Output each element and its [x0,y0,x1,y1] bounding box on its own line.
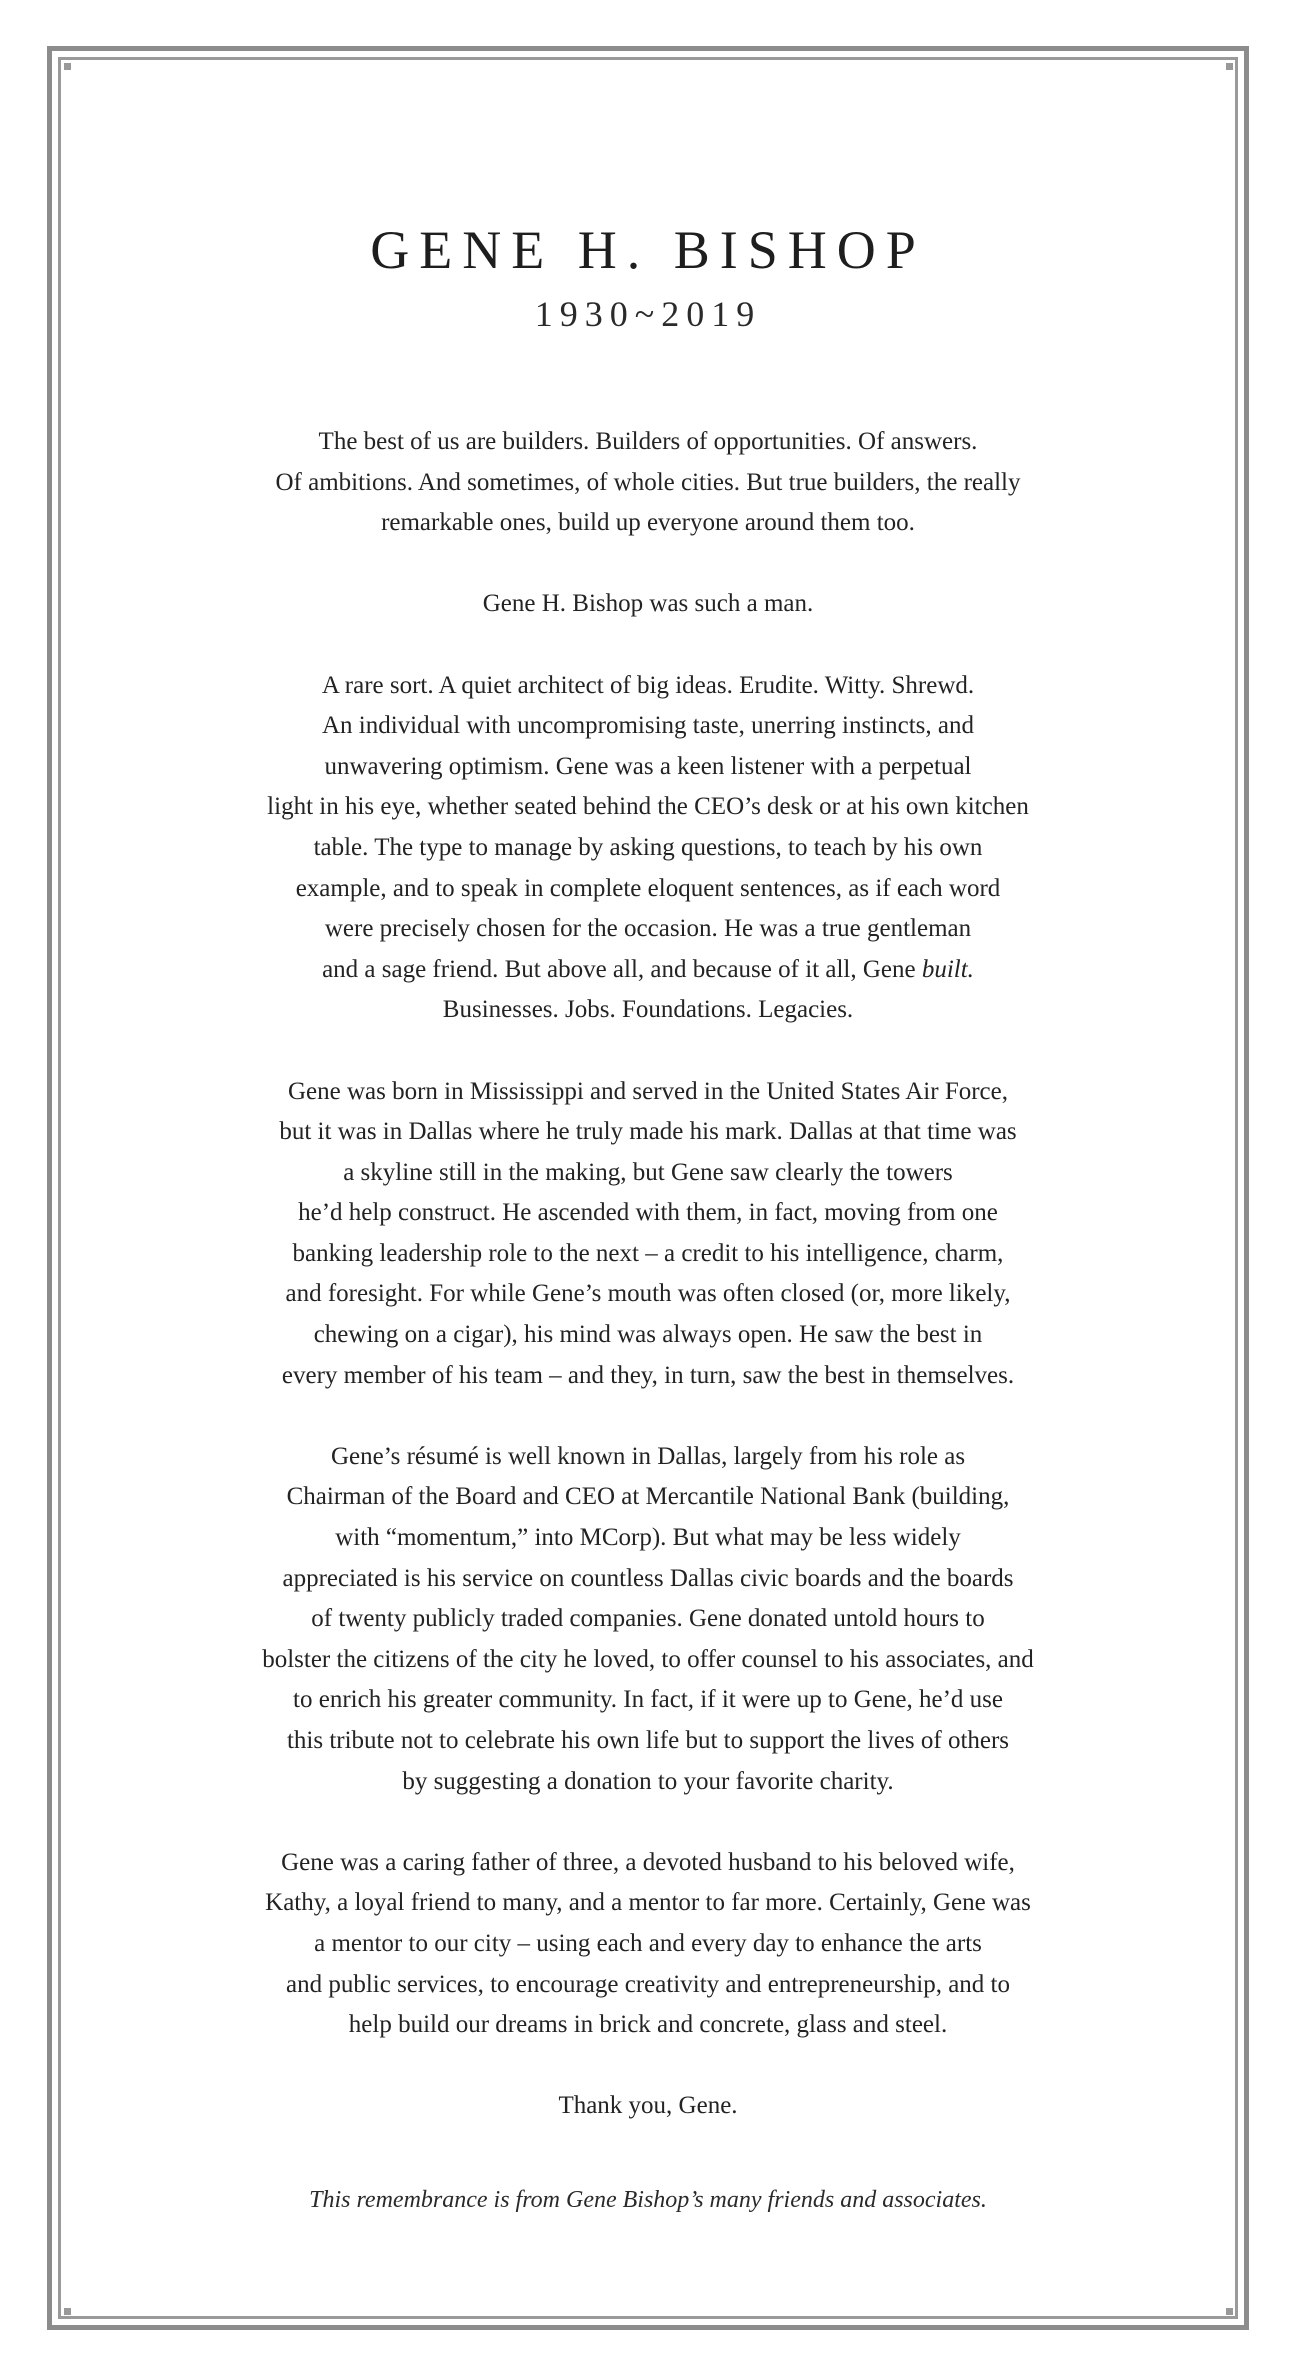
text-line: Chairman of the Board and CEO at Mercantile National Bank (building, [286,1483,1010,1511]
corner-ornament-top-right [1226,63,1233,70]
text-line: appreciated is his service on countless Dallas civic boards and the boards [282,1564,1014,1592]
text-line: remarkable ones, build up everyone around them too. [381,509,915,537]
text-line: and public services, to encourage creativity and entrepreneurship, and to [285,1970,1011,1998]
text-line: Of ambitions. And sometimes, of whole cities. But true builders, the really [275,468,1021,496]
text-line: he’d help construct. He ascended with them, in fact, moving from one [298,1199,998,1227]
tribute-body [100,422,1196,2168]
text-line: table. The type to manage by asking questions, to teach by his own [313,833,983,861]
text-line: and foresight. For while Gene’s mouth was often closed (or, more likely, [285,1280,1011,1308]
text-line: Gene was a caring father of three, a devoted husband to his beloved wife, [281,1848,1015,1876]
text-line: with “momentum,” into MCorp). But what may be less widely [335,1524,961,1552]
text-line: this tribute not to celebrate his own life but to support the lives of others [286,1727,1010,1754]
text-line: unwavering optimism. Gene was a keen listener with a perpetual [324,752,972,780]
paragraph-family [100,1843,1196,2046]
text-line: Gene was born in Mississippi and served in the United States Air Force, [287,1077,1009,1105]
life-years: 1930~2019 [534,294,762,334]
text-line: bolster the citizens of the city he loved, to offer counsel to his associates, and [262,1645,1034,1673]
paragraph-thank-you [100,2086,1196,2127]
text-line: A rare sort. A quiet architect of big ideas. Erudite. Witty. Shrewd. [321,671,975,699]
text-line: every member of his team – and they, in turn, saw the best in themselves. [281,1361,1015,1389]
text-line: banking leadership role to the next – a credit to his intelligence, charm, [292,1239,1004,1267]
corner-ornament-top-left [64,63,71,70]
paragraph-resume [100,1437,1196,1802]
text-line: a mentor to our city – using each and every day to enhance the arts [314,1929,982,1957]
text-line: but it was in Dallas where he truly made his mark. Dallas at that time was [279,1118,1017,1146]
text-line: help build our dreams in brick and concrete, glass and steel. [348,2011,948,2039]
emphasized-word: built. [921,955,974,983]
paragraph-builders [100,422,1196,544]
corner-ornament-bottom-right [1226,2308,1233,2315]
text-line: by suggesting a donation to your favorite charity. [402,1767,894,1795]
remembrance-credit: This remembrance is from Gene Bishop’s many friends and associates. [309,2187,987,2213]
text-line: of twenty publicly traded companies. Gene donated untold hours to [311,1605,985,1633]
text-line: Gene’s résumé is well known in Dallas, largely from his role as [330,1442,966,1470]
paragraph-such-a-man [100,584,1196,625]
text-line: Businesses. Jobs. Foundations. Legacies. [442,996,854,1024]
text-line: chewing on a cigar), his mind was always open. He saw the best in [313,1321,983,1349]
deceased-name: GENE H. BISHOP [370,220,926,280]
text-line: light in his eye, whether seated behind the CEO’s desk or at his own kitchen [267,793,1029,821]
paragraph-career [100,1072,1196,1397]
text-segment: and a sage friend. But above all, and because of it all, Gene [322,955,922,983]
text-line: to enrich his greater community. In fact, if it were up to Gene, he’d use [293,1686,1003,1714]
text-line: a skyline still in the making, but Gene saw clearly the towers [343,1158,953,1186]
text-line: Kathy, a loyal friend to many, and a mentor to far more. Certainly, Gene was [265,1889,1031,1917]
text-line-with-emphasis [100,950,1196,991]
text-line: Thank you, Gene. [558,2092,738,2120]
text-line: Gene H. Bishop was such a man. [482,590,814,618]
text-line: The best of us are builders. Builders of opportunities. Of answers. [318,428,978,455]
corner-ornament-bottom-left [64,2308,71,2315]
text-line: example, and to speak in complete eloquent sentences, as if each word [295,874,1001,902]
text-line: were precisely chosen for the occasion. He was a true gentleman [324,915,972,943]
text-line: An individual with uncompromising taste, unerring instincts, and [321,712,974,740]
paragraph-character [100,666,1196,1031]
